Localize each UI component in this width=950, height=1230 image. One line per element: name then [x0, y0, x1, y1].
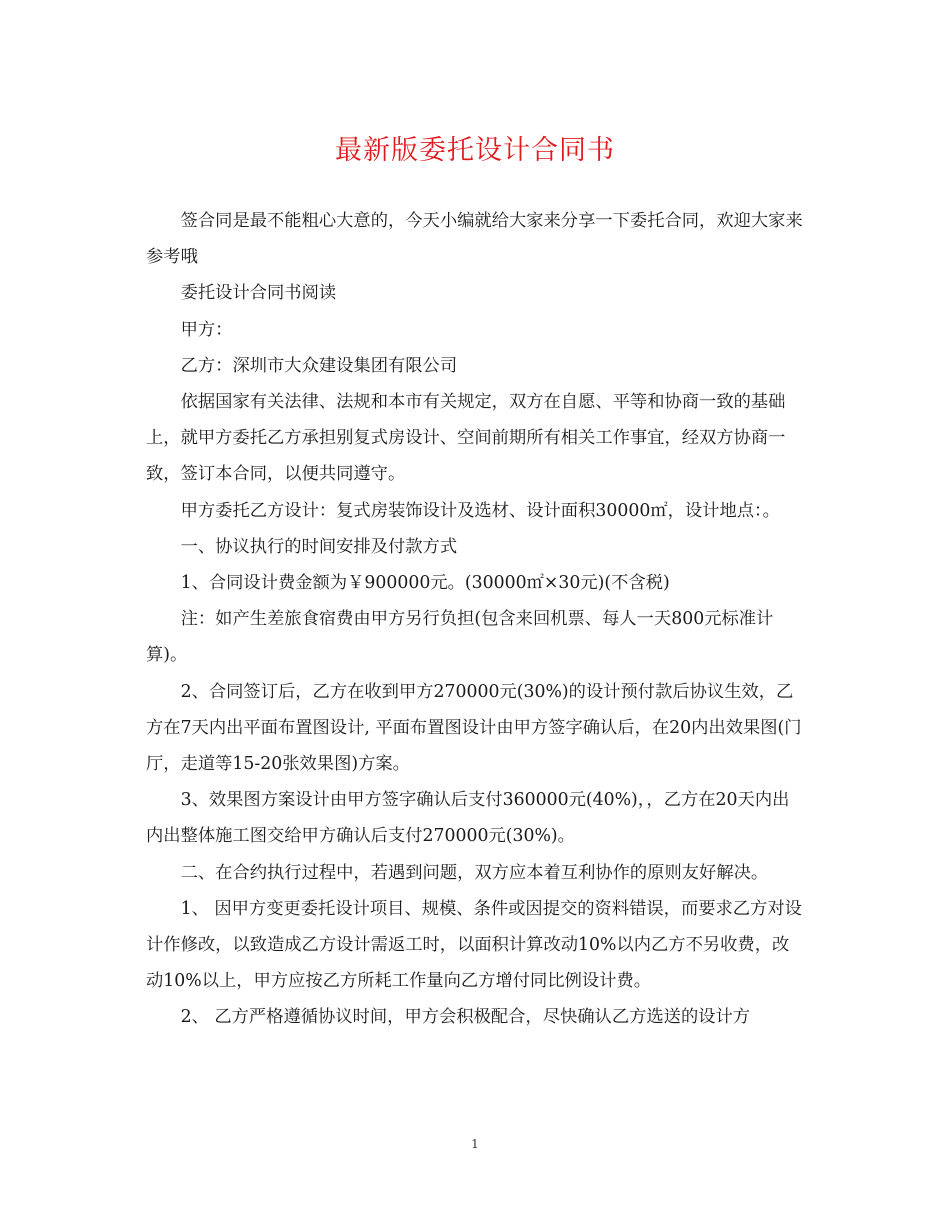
- clause-heading-1: 一、协议执行的时间安排及付款方式: [180, 536, 458, 557]
- clause-1-3: 3、效果图方案设计由甲方签字确认后支付360000元(40%)，，乙方在20天内出内出整体施工图交给甲方确认后支付270000元(30%)。: [146, 790, 790, 847]
- page-number: 1: [471, 1137, 479, 1151]
- preamble-paragraph: 依据国家有关法律、法规和本市有关规定，双方在自愿、平等和协商一致的基础上，就甲方委托乙方承担别复式房设计、空间前期所有相关工作事宜，经双方协商一致，签订本合同，以便共同遵守。: [146, 392, 786, 485]
- party-a-line: 甲方：: [180, 319, 233, 340]
- clause-heading-2: 二、在合约执行过程中，若遇到问题，双方应本着互利协作的原则友好解决。: [180, 862, 769, 883]
- clause-1-2: 2、合同签订后，乙方在收到甲方270000元(30%)的设计预付款后协议生效，乙方在7天内出平面布置图设计, 平面布置图设计由甲方签字确认后，在20内出效果图(门厅，走道等15-20张效果图)方案。: [146, 681, 802, 775]
- intro-paragraph: 签合同是最不能粗心大意的，今天小编就给大家来分享一下委托合同，欢迎大家来参考哦: [146, 211, 803, 268]
- clause-2-1: 1、 因甲方变更委托设计项目、规模、条件或因提交的资料错误，而要求乙方对设计作修改，以致造成乙方设计需返工时，以面积计算改动10%以内乙方不另收费，改动10%以上，甲方应按乙方所耗工作量向乙方增付同比例设计费。: [146, 898, 802, 992]
- document-body: [146, 203, 806, 1036]
- section-heading: 委托设计合同书阅读: [180, 283, 337, 304]
- document-title: 最新版委托设计合同书: [335, 135, 615, 166]
- scope-paragraph: 甲方委托乙方设计：复式房装饰设计及选材、设计面积30000㎡，设计地点：。: [180, 500, 780, 521]
- clause-note: 注：如产生差旅食宿费由甲方另行负担(包含来回机票、每人一天800元标准计算)。: [146, 609, 774, 666]
- clause-1-1: 1、合同设计费金额为￥900000元。(30000㎡×30元)(不含税): [180, 573, 670, 594]
- party-b-line: 乙方：深圳市大众建设集团有限公司: [180, 355, 458, 376]
- clause-2-2: 2、 乙方严格遵循协议时间，甲方会积极配合，尽快确认乙方选送的设计方: [180, 1007, 751, 1028]
